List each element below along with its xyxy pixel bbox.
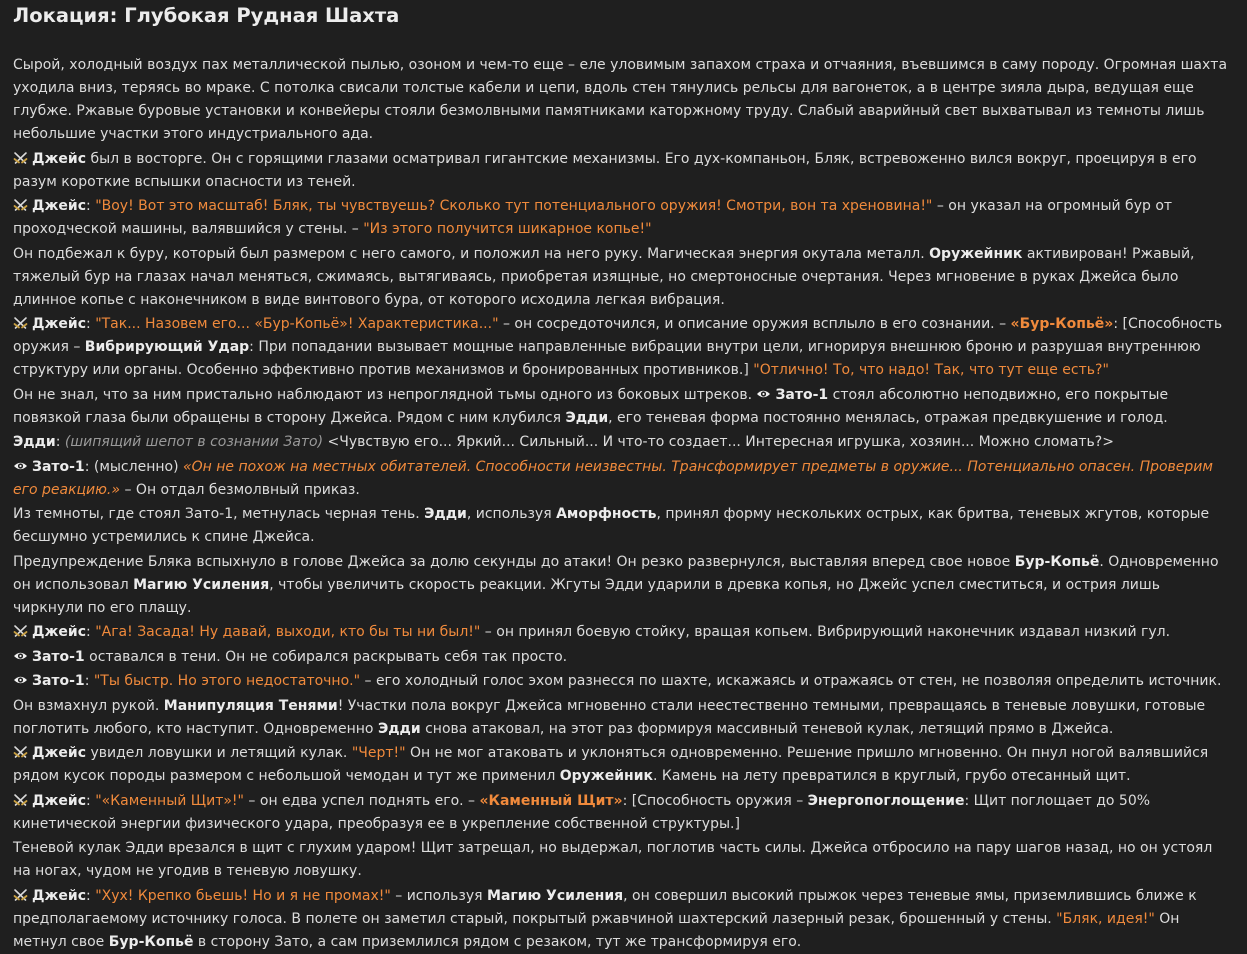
bold-term: Эдди (565, 409, 609, 426)
story-paragraph (13, 885, 1233, 954)
bold-term: Эдди (377, 720, 421, 737)
text-run: : [Способность оружия – (13, 316, 1223, 355)
bold-term: Джейс (32, 745, 87, 761)
text-run: Он подбежал к буру, который был размером с него самого, и положил на него руку. Магическая энергия окутала металл. (13, 245, 930, 262)
text-run: увидел ловушки и летящий кулак. (86, 745, 352, 761)
eye-icon (13, 673, 28, 687)
text-run: : (86, 887, 96, 904)
text-run: Он метнул свое (13, 910, 1180, 950)
crossed-swords-icon (13, 745, 28, 759)
speech-quote: "Ага! Засада! Ну давай, выходи, кто бы ты ни был!" (95, 624, 481, 640)
story-paragraph (13, 742, 1233, 788)
text-run: – он сосредоточился, и описание оружия всплыло в его сознании. – (498, 316, 1011, 332)
bold-term: Магию Усиления (133, 576, 270, 593)
speech-quote: "Бляк, идея!" (1056, 910, 1155, 927)
text-run: Он не мог атаковать и уклоняться одновременно. Решение пришло мгновенно. Он пнул ногой валявшийся рядом кусок породы размером с небольшой чемодан и тут же применил (13, 745, 1209, 784)
text-run: – он принял боевую стойку, вращая копьем. Вибрирующий наконечник издавал низкий гул. (480, 624, 1171, 640)
bold-term: Зато-1 (32, 458, 85, 475)
bold-term: Джейс (32, 198, 87, 214)
bold-term: Джейс (32, 624, 87, 640)
stage-direction: (шипящий шепот в сознании Зато) (64, 434, 324, 450)
speech-quote: "Хух! Крепко бьешь! Но и я не промах!" (95, 887, 391, 904)
text-run: , чтобы увеличить скорость реакции. Жгуты Эдди ударили в древка копья, но Джейс успел сместиться, и острия лишь чиркнули по его плащу. (13, 576, 1160, 616)
bold-term: Аморфность (556, 506, 657, 522)
bold-term: Манипуляция Тенями (163, 697, 338, 714)
crossed-swords-icon (13, 316, 28, 330)
text-run: : При попадании вызывает мощные направленные вибрации внутри цели, игнорируя внешнюю броню и разрушая внутреннюю структуру или органы. Особенно эффективно против механизмов и бронированных противников.] (13, 339, 1201, 378)
story-text (13, 54, 1233, 954)
text-run: – используя (390, 887, 488, 904)
bold-term: Бур-Копьё (108, 933, 194, 950)
speech-quote: «Каменный Щит» (479, 792, 623, 809)
bold-term: Джейс (32, 887, 87, 904)
story-paragraph (13, 384, 1233, 430)
location-title: Локация: Глубокая Рудная Шахта (13, 4, 400, 27)
story-paragraph (13, 195, 1233, 241)
text-run: , используя (466, 506, 557, 522)
bold-term: Магию Усиления (487, 887, 624, 904)
text-run: Он взмахнул рукой. (13, 697, 164, 714)
text-run: : (84, 673, 94, 689)
text-run: Теневой кулак Эдди врезался в щит с глухим ударом! Щит затрещал, но выдержал, поглотив часть силы. Джейса отбросило на пару шагов назад, но он устоял на ногах, чудом не угодив в теневую ловушку. (13, 840, 1213, 879)
bold-term: Зато-1 (32, 673, 85, 689)
eye-icon (756, 387, 771, 401)
bold-term: Зато-1 (32, 648, 85, 665)
text-run: : (55, 434, 65, 450)
speech-quote: «Бур-Копьё» (1010, 316, 1114, 332)
speech-quote: "«Каменный Щит»!" (95, 792, 244, 809)
crossed-swords-icon (13, 624, 28, 638)
story-paragraph (13, 148, 1233, 194)
bold-term: Оружейник (559, 768, 654, 784)
text-run: – он указал на огромный бур от проходческой машины, валявшийся у стены. – (13, 198, 1173, 237)
text-run: . Камень на лету превратился в круглый, грубо отесанный щит. (653, 768, 1131, 784)
text-run: , его теневая форма постоянно менялась, отражая предвкушение и голод. (608, 409, 1168, 426)
text-run: Сырой, холодный воздух пах металлической пылью, озоном и чем-то еще – еле уловимым запахом страха и отчаяния, въевшимся в саму породу. Огромная шахта уходила вниз, теряясь во мраке. С потолка свисали толстые кабели и цепи, вдоль стен тянулись рельсы для вагонеток, а в центре зияла дыра, ведущая еще глубже. Ржавые буровые установки и конвейеры стояли безмолвными памятниками каторжному труду. Слабый аварийный свет выхватывал из темноты лишь небольшие участки этого индустриального ада. (13, 57, 1228, 142)
bold-term: Эдди (424, 506, 467, 522)
text-run: , принял форму нескольких острых, как бритва, теневых жгутов, которые бесшумно устремились к спине Джейса. (13, 506, 1210, 545)
text-run: активирован! Ржавый, тяжелый бур на глазах начал меняться, сжимаясь, вытягиваясь, приобретая изящные, но смертоносные очертания. Через мгновение в руках Джейса было длинное копье с наконечником в виде винтового бура, от которого исходила легкая вибрация. (13, 245, 1195, 308)
story-paragraph (13, 243, 1233, 312)
story-paragraph (13, 431, 1233, 454)
text-run: ! Участки пола вокруг Джейса мгновенно стали неестественно темными, превращаясь в теневые ловушки, готовые поглотить любого, кто наступит. Одновременно (13, 697, 1206, 737)
text-run: . Одновременно он использовал (13, 553, 1219, 593)
speech-quote: "Так... Назовем его... «Бур-Копьё»! Характеристика..." (95, 316, 499, 332)
speech-quote: "Отлично! То, что надо! Так, что тут еще есть?" (753, 362, 1109, 378)
speech-quote: "Из этого получится шикарное копье!" (363, 221, 652, 237)
story-paragraph (13, 313, 1233, 382)
text-run: : (86, 198, 96, 214)
text-run: – его холодный голос эхом разнесся по шахте, искажаясь и отражаясь от стен, не позволяя определить источник. (360, 673, 1222, 689)
story-paragraph (13, 503, 1233, 549)
text-run: <Чувствую его... Яркий... Сильный... И что-то создает... Интересная игрушка, хозяин... Можно сломать?> (323, 434, 1114, 450)
crossed-swords-icon (13, 198, 28, 212)
text-run: – Он отдал безмолвный приказ. (120, 481, 360, 498)
bold-term: Джейс (32, 316, 87, 332)
crossed-swords-icon (13, 151, 28, 165)
text-run: : Щит поглощает до 50% кинетической энергии физического удара, преобразуя ее в укрепление собственной структуры.] (13, 792, 1151, 832)
story-paragraph (13, 646, 1233, 669)
bold-term: Зато-1 (775, 386, 829, 403)
story-paragraph (13, 670, 1233, 693)
story-paragraph (13, 54, 1233, 146)
text-run: был в восторге. Он с горящими глазами осматривал гигантские механизмы. Его дух-компаньон, Бляк, встревоженно вился вокруг, проецируя в его разум короткие вспышки опасности из теней. (13, 150, 1197, 190)
text-run: оставался в тени. Он не собирался раскрывать себя так просто. (84, 648, 568, 665)
speech-quote: "Воу! Вот это масштаб! Бляк, ты чувствуешь? Сколько тут потенциального оружия! Смотри, вон та хреновина!" (95, 198, 933, 214)
text-run: : (мысленно) (84, 458, 183, 475)
text-run: , он совершил высокий прыжок через теневые ямы, приземлившись ближе к предполагаемому источнику голоса. В полете он заметил старый, покрытый ржавчиной шахтерский лазерный резак, брошенный у стены. (13, 887, 1197, 927)
story-paragraph (13, 621, 1233, 644)
text-run: снова атаковал, на этот раз формируя массивный теневой кулак, летящий прямо в Джейса. (420, 720, 1114, 737)
bold-term: Оружейник (929, 245, 1023, 262)
thought-quote: «Он не похож на местных обитателей. Способности неизвестны. Трансформирует предметы в оружие... Потенциально опасен. Проверим его реакцию.» (13, 458, 1213, 498)
eye-icon (13, 649, 28, 663)
story-paragraph (13, 551, 1233, 620)
bold-term: Энергопоглощение (807, 792, 965, 809)
bold-term: Джейс (32, 792, 87, 809)
speech-quote: "Ты быстр. Но этого недостаточно." (93, 673, 361, 689)
text-run: : (86, 316, 96, 332)
eye-icon (13, 459, 28, 473)
text-run: Из темноты, где стоял Зато-1, метнулась черная тень. (13, 506, 425, 522)
crossed-swords-icon (13, 888, 28, 902)
speech-quote: "Черт!" (351, 745, 406, 761)
text-run: в сторону Зато, а сам приземлился рядом с резаком, тут же трансформируя его. (193, 933, 802, 950)
text-run: Он не знал, что за ним пристально наблюдают из непроглядной тьмы одного из боковых штреков. (13, 386, 757, 403)
text-run: Предупреждение Бляка вспыхнуло в голове Джейса за долю секунды до атаки! Он резко развернулся, выставляя вперед свое новое (13, 553, 1015, 570)
bold-term: Эдди (13, 434, 56, 450)
story-paragraph (13, 837, 1233, 883)
text-run: – он едва успел поднять его. – (243, 792, 480, 809)
bold-term: Вибрирующий Удар (84, 339, 250, 355)
story-paragraph (13, 790, 1233, 836)
bold-term: Джейс (32, 150, 87, 167)
story-paragraph (13, 695, 1233, 741)
story-paragraph (13, 456, 1233, 502)
text-run: : [Способность оружия – (622, 792, 808, 809)
text-run: : (86, 624, 96, 640)
bold-term: Бур-Копьё (1014, 553, 1100, 570)
text-run: : (86, 792, 96, 809)
text-run: стоял абсолютно неподвижно, его покрытые повязкой глаза были обращены в сторону Джейса. Рядом с ним клубился (13, 386, 1169, 426)
crossed-swords-icon (13, 793, 28, 807)
